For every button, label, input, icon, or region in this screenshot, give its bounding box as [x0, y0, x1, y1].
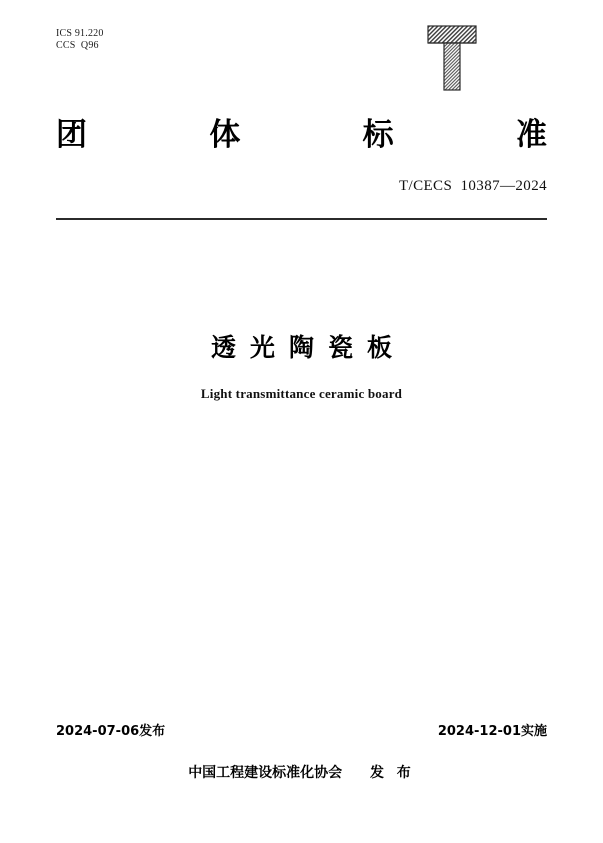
- effective-date: 2024-12-01实施: [437, 724, 547, 739]
- series-title-char-3: 准: [515, 117, 547, 153]
- publisher-name: 中国工程建设标准化协会: [188, 765, 343, 781]
- standard-number: T/CECS 10387—2024: [398, 178, 547, 194]
- header-divider: [56, 218, 547, 220]
- series-title-char-0: 团: [56, 117, 87, 153]
- series-title-char-2: 标: [362, 117, 394, 153]
- cecs-t-emblem-icon: [424, 22, 480, 94]
- series-title-char-1: 体: [209, 117, 241, 153]
- ics-code: ICS 91.220: [56, 28, 104, 39]
- ccs-code: CCS Q96: [56, 40, 99, 51]
- classification-codes: [56, 28, 104, 52]
- issue-date: 2024-07-06发布: [56, 724, 166, 739]
- series-title: [56, 115, 547, 155]
- document-title-cn: 透光陶瓷板: [210, 333, 406, 362]
- publisher-line: [0, 762, 603, 782]
- document-title-en: Light transmittance ceramic board: [200, 386, 403, 401]
- publisher-action: 发 布: [369, 765, 415, 781]
